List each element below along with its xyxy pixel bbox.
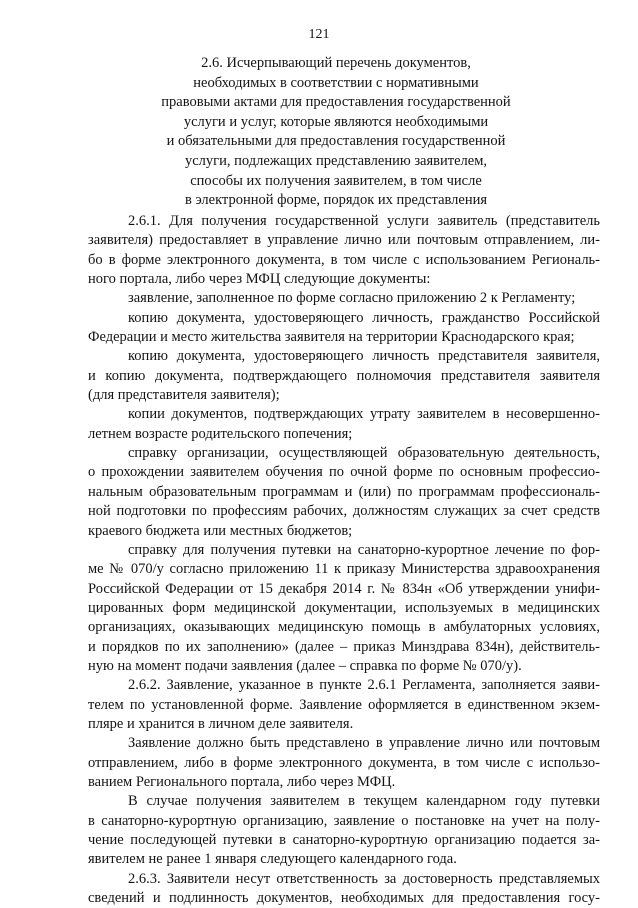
list-item bbox=[88, 309, 600, 348]
heading-line: услуги, подлежащих представлению заявителем, bbox=[184, 152, 488, 169]
text-line: ме № 070/у согласно приложению 11 к приказу Министерства здравоохранения bbox=[88, 561, 600, 578]
text-line: явителем не ранее 1 января следующего календарного года. bbox=[88, 851, 457, 868]
text-line: ванием Регионального портала, либо через МФЦ. bbox=[88, 773, 396, 790]
heading-line: способы их получения заявителем, в том числе bbox=[190, 172, 482, 189]
text-line: организациях, оказывающих медицинскую помощь в амбулаторных условиях, bbox=[88, 619, 600, 636]
text-line: справку для получения путевки на санаторно-курортное лечение по фор- bbox=[128, 541, 600, 558]
heading-line: услуги и услуг, которые являются необходимыми bbox=[183, 113, 489, 130]
text-line: Российской Федерации от 15 декабря 2014 г. № 834н «Об утверждении унифи- bbox=[88, 580, 600, 597]
paragraph-2-6-3 bbox=[88, 870, 600, 908]
text-line: Заявление должно быть представлено в управление лично или почтовым bbox=[128, 735, 600, 752]
text-line: копию документа, удостоверяющего личность, гражданство Российской bbox=[128, 309, 600, 326]
list-item bbox=[88, 347, 600, 405]
text-line: ную на момент подачи заявления (далее – справка по форме № 070/у). bbox=[88, 657, 522, 674]
text-line: справку организации, осуществляющей образовательную деятельность, bbox=[128, 445, 600, 462]
text-line: и копию документа, подтверждающего полномочия представителя заявителя bbox=[88, 367, 600, 384]
text-line: заявление, заполненное по форме согласно приложению 2 к Регламенту; bbox=[128, 290, 576, 307]
text-line: В случае получения заявителем в текущем календарном году путевки bbox=[128, 793, 600, 810]
text-line: Федерации и место жительства заявителя на территории Краснодарского края; bbox=[88, 329, 575, 346]
text-line: копию документа, удостоверяющего личность представителя заявителя, bbox=[128, 348, 600, 365]
text-line: отправлением, либо в форме электронного документа, в том числе с использо- bbox=[88, 754, 600, 771]
text-line: чение последующей путевки в санаторно-курортную организацию подается за- bbox=[88, 832, 600, 848]
paragraph-2-6-2 bbox=[88, 676, 600, 734]
text-line: 2.6.1. Для получения государственной услуги заявитель (представитель bbox=[128, 213, 600, 229]
section-heading bbox=[96, 54, 576, 211]
text-line: 2.6.2. Заявление, указанное в пункте 2.6.1 Регламента, заполняется заяви- bbox=[128, 677, 600, 694]
list-item bbox=[88, 541, 600, 676]
text-line: сведений и подлинность документов, необходимых для предоставления госу- bbox=[88, 890, 600, 907]
paragraph bbox=[88, 792, 600, 869]
heading-line: и обязательными для предоставления государственной bbox=[166, 133, 506, 150]
text-line: копии документов, подтверждающих утрату заявителем в несовершенно- bbox=[128, 406, 600, 423]
text-line: и порядков по их заполнению» (далее – приказ Минздрава 834н), действитель- bbox=[88, 638, 600, 655]
text-line: краевого бюджета или местных бюджетов; bbox=[88, 522, 353, 539]
heading-line: в электронной форме, порядок их представления bbox=[184, 192, 488, 209]
text-line: летнем возрасте родительского попечения; bbox=[88, 425, 353, 442]
text-line: ного портала, либо через МФЦ следующие документы: bbox=[88, 271, 431, 288]
heading-line: необходимых в соответствии с нормативными bbox=[193, 74, 479, 91]
text-line: цированных форм медицинской документации, используемых в медицинских bbox=[88, 599, 600, 616]
text-line: заявителя) предоставляет в управление лично или почтовым отправлением, ли- bbox=[88, 232, 600, 249]
text-line: 2.6.3. Заявители несут ответственность за достоверность представляемых bbox=[128, 870, 600, 887]
text-line: нальным образовательным программам и (или) по программам профессиональ- bbox=[88, 483, 600, 500]
text-line: бо в форме электронного документа, в том числе с использованием Региональ- bbox=[88, 251, 600, 268]
heading-line: правовыми актами для предоставления государственной bbox=[161, 94, 511, 111]
text-line: о прохождении заявителем обучения по очной форме по основным профессио- bbox=[88, 464, 600, 481]
list-item bbox=[88, 444, 600, 541]
page-number: 121 bbox=[308, 27, 330, 42]
heading-line: 2.6. Исчерпывающий перечень документов, bbox=[201, 55, 471, 71]
list-item bbox=[88, 405, 600, 444]
text-line: (для представителя заявителя); bbox=[88, 387, 280, 404]
paragraph-2-6-1 bbox=[88, 212, 600, 289]
text-line: телем по установленной форме. Заявление оформляется в единственном экзем- bbox=[88, 696, 600, 713]
paragraph bbox=[88, 734, 600, 792]
text-line: пляре и хранится в личном деле заявителя. bbox=[88, 715, 354, 732]
text-line: ной подготовки по профессиям рабочих, должностям служащих за счет средств bbox=[88, 503, 600, 520]
list-item bbox=[88, 289, 600, 308]
body-text bbox=[88, 212, 600, 908]
text-line: в санаторно-курортную организацию, заявление о постановке на учет на полу- bbox=[88, 812, 600, 829]
